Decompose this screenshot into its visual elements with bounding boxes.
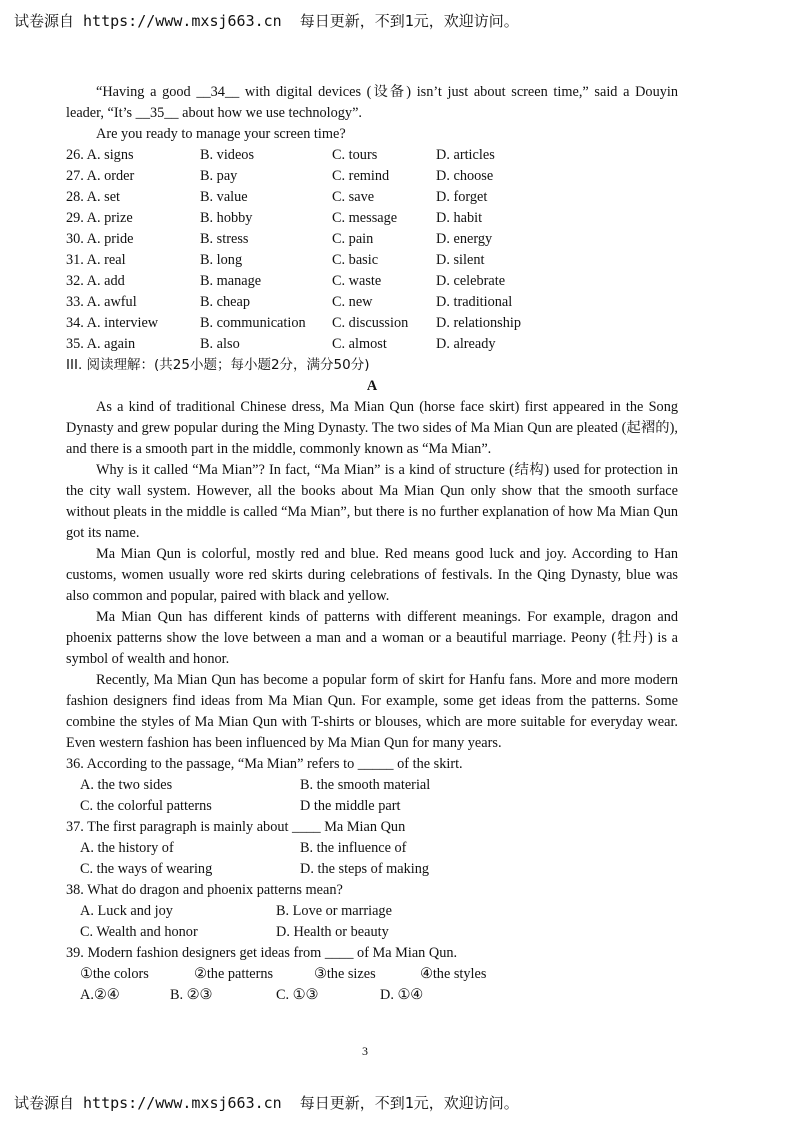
option-a: 35. A. again bbox=[66, 336, 136, 352]
option-b: B. ②③ bbox=[170, 987, 213, 1003]
section-title: III. 阅读理解：(共25小题；每小题2分，满分50分) bbox=[66, 357, 370, 373]
reading-paragraph: Ma Mian Qun has different kinds of patterns with different meanings. For example, dragon and phoenix patterns show the love between a man and a woman or a beautiful marriage. Peony (牡丹) is a symbol of wealth and honor. bbox=[66, 609, 678, 667]
option-row-29 bbox=[66, 208, 678, 229]
option-d: D the middle part bbox=[300, 798, 401, 814]
option-d: D. already bbox=[436, 336, 496, 352]
option-row-30 bbox=[66, 229, 678, 250]
page-footer: 试卷源自 https://www.mxsj663.cn 每日更新，不到1元，欢迎访问。 bbox=[14, 1094, 519, 1112]
option-a: 30. A. pride bbox=[66, 231, 134, 247]
option-b: B. the influence of bbox=[300, 840, 407, 856]
question-options bbox=[80, 901, 678, 922]
cloze-passage-question: Are you ready to manage your screen time? bbox=[96, 126, 346, 142]
question-items bbox=[80, 964, 678, 985]
option-row-33 bbox=[66, 292, 678, 313]
question-37: 37. The first paragraph is mainly about ____ Ma Mian Qun bbox=[66, 819, 406, 835]
page-number: 3 bbox=[362, 1044, 368, 1058]
option-b: B. value bbox=[200, 189, 248, 205]
option-d: D. habit bbox=[436, 210, 483, 226]
reading-paragraph: Ma Mian Qun is colorful, mostly red and blue. Red means good luck and joy. According to Han customs, women usually wore red skirts during celebrations of festivals. In the Qing Dynasty, blue was also common and popular, paired with black and yellow. bbox=[66, 546, 678, 604]
option-b: B. cheap bbox=[200, 294, 251, 310]
part-label: A bbox=[366, 378, 378, 394]
reading-paragraph: Recently, Ma Mian Qun has become a popular form of skirt for Hanfu fans. More and more modern fashion designers find ideas from Ma Mian Qun. For example, some get ideas from the patterns. Some combine the styles of Ma Mian Qun with T-shirts or blouses, which are more suitable for everyday wear. Even western fashion has been influenced by Ma Mian Qun for many years. bbox=[66, 672, 678, 751]
option-row-28 bbox=[66, 187, 678, 208]
option-row-26 bbox=[66, 145, 678, 166]
exam-content bbox=[66, 82, 678, 1006]
option-a: 34. A. interview bbox=[66, 315, 159, 331]
option-c: C. waste bbox=[332, 273, 382, 289]
option-a: 26. A. signs bbox=[66, 147, 134, 163]
reading-paragraph: As a kind of traditional Chinese dress, Ma Mian Qun (horse face skirt) first appeared in the Song Dynasty and grew popular during the Ming Dynasty. The two sides of Ma Mian Qun are pleated (起褶的), and there is a smooth part in the middle, commonly known as “Ma Mian”. bbox=[66, 399, 678, 457]
option-d: D. celebrate bbox=[436, 273, 506, 289]
option-b: B. communication bbox=[200, 315, 306, 331]
question-options bbox=[80, 985, 678, 1006]
option-b: B. also bbox=[200, 336, 240, 352]
option-b: B. Love or marriage bbox=[276, 903, 392, 919]
option-d: D. traditional bbox=[436, 294, 513, 310]
option-d: D. forget bbox=[436, 189, 488, 205]
option-a: 27. A. order bbox=[66, 168, 135, 184]
option-d: D. silent bbox=[436, 252, 485, 268]
question-options bbox=[80, 796, 678, 817]
option-c: C. basic bbox=[332, 252, 379, 268]
option-c: C. ①③ bbox=[276, 987, 319, 1003]
item-2: ②the patterns bbox=[194, 966, 274, 982]
option-a: A. the history of bbox=[80, 840, 174, 856]
option-d: D. energy bbox=[436, 231, 493, 247]
item-4: ④the styles bbox=[420, 966, 487, 982]
option-a: A.②④ bbox=[80, 987, 120, 1003]
option-a: 31. A. real bbox=[66, 252, 126, 268]
option-b: B. long bbox=[200, 252, 243, 268]
item-1: ①the colors bbox=[80, 966, 149, 982]
question-options bbox=[80, 775, 678, 796]
option-c: C. save bbox=[332, 189, 375, 205]
option-row-27 bbox=[66, 166, 678, 187]
option-a: 28. A. set bbox=[66, 189, 121, 205]
option-c: C. message bbox=[332, 210, 398, 226]
option-a: 29. A. prize bbox=[66, 210, 133, 226]
option-c: C. almost bbox=[332, 336, 387, 352]
question-38: 38. What do dragon and phoenix patterns mean? bbox=[66, 882, 343, 898]
option-a: A. Luck and joy bbox=[80, 903, 173, 919]
cloze-options bbox=[66, 145, 678, 355]
option-a: 32. A. add bbox=[66, 273, 125, 289]
option-d: D. ①④ bbox=[380, 987, 424, 1003]
option-d: D. relationship bbox=[436, 315, 521, 331]
option-b: B. videos bbox=[200, 147, 255, 163]
question-options bbox=[80, 859, 678, 880]
option-a: 33. A. awful bbox=[66, 294, 137, 310]
option-d: D. choose bbox=[436, 168, 494, 184]
option-d: D. articles bbox=[436, 147, 495, 163]
question-options bbox=[80, 922, 678, 943]
question-options bbox=[80, 838, 678, 859]
question-39: 39. Modern fashion designers get ideas from ____ of Ma Mian Qun. bbox=[66, 945, 458, 961]
option-c: C. new bbox=[332, 294, 373, 310]
option-c: C. discussion bbox=[332, 315, 409, 331]
page-header: 试卷源自 https://www.mxsj663.cn 每日更新，不到1元，欢迎访问。 bbox=[14, 12, 519, 30]
option-a: A. the two sides bbox=[80, 777, 173, 793]
item-3: ③the sizes bbox=[314, 966, 376, 982]
option-b: B. manage bbox=[200, 273, 262, 289]
option-d: D. the steps of making bbox=[300, 861, 430, 877]
option-c: C. the ways of wearing bbox=[80, 861, 213, 877]
option-c: C. remind bbox=[332, 168, 390, 184]
option-c: C. pain bbox=[332, 231, 374, 247]
option-c: C. tours bbox=[332, 147, 378, 163]
option-row-32 bbox=[66, 271, 678, 292]
reading-paragraph: Why is it called “Ma Mian”? In fact, “Ma Mian” is a kind of structure (结构) used for protection in the city wall system. However, all the books about Ma Mian Qun only show that the smooth surface without pleats in the middle is called “Ma Mian”, but there is no further explanation of how Ma Mian Qun got its name. bbox=[66, 462, 678, 541]
option-row-34 bbox=[66, 313, 678, 334]
option-b: B. the smooth material bbox=[300, 777, 431, 793]
option-b: B. hobby bbox=[200, 210, 253, 226]
option-c: C. Wealth and honor bbox=[80, 924, 198, 940]
option-b: B. pay bbox=[200, 168, 238, 184]
question-36: 36. According to the passage, “Ma Mian” refers to _____ of the skirt. bbox=[66, 756, 463, 772]
option-d: D. Health or beauty bbox=[276, 924, 389, 940]
cloze-passage-end: “Having a good __34__ with digital devices (设备) isn’t just about screen time,” said a Douyin leader, “It’s __35__ about how we use technology”. bbox=[66, 84, 678, 121]
option-c: C. the colorful patterns bbox=[80, 798, 212, 814]
option-row-35 bbox=[66, 334, 678, 355]
option-row-31 bbox=[66, 250, 678, 271]
option-b: B. stress bbox=[200, 231, 249, 247]
